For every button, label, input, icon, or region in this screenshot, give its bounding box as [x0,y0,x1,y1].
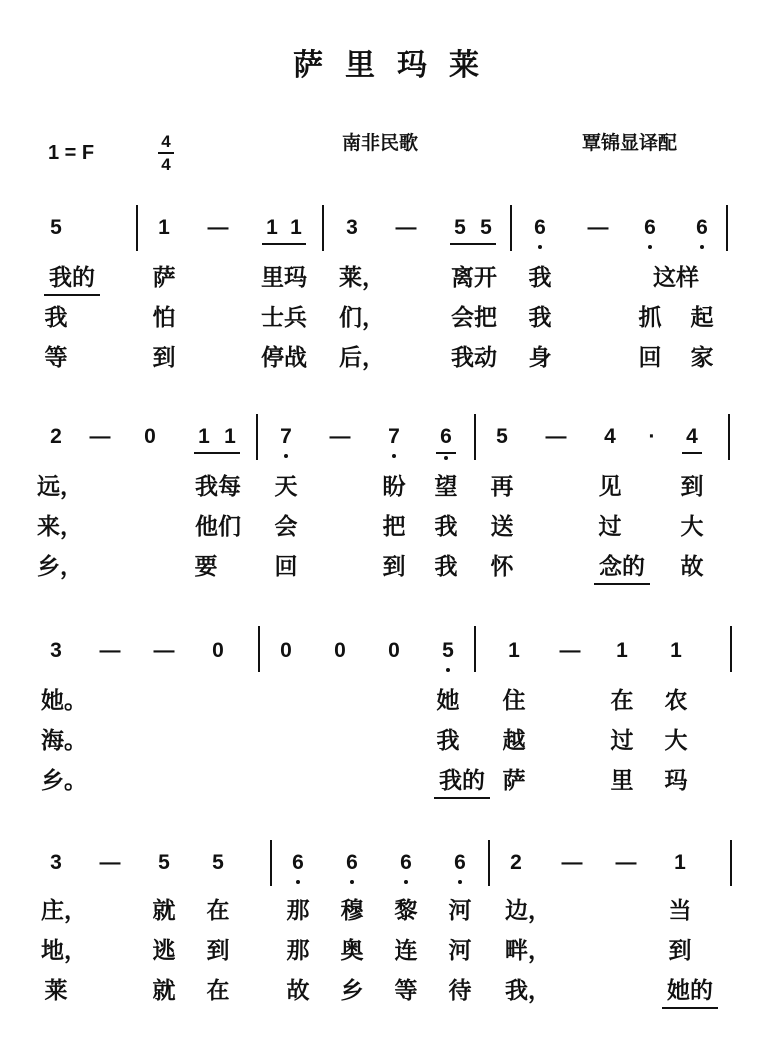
lyric: 我， [505,978,551,1004]
lyric: 河 [448,898,472,924]
note-dash: — [559,639,581,662]
note-dash: — [207,216,229,239]
lyric: 离开 [451,265,497,291]
lower-octave-dot [446,668,450,672]
eighth-underline [450,243,496,245]
slur-underline [434,797,490,799]
lyric: 再 [490,474,514,500]
note: 5 [480,216,492,239]
lyric: 抓 [638,305,662,331]
note: 0 [144,425,156,448]
note: 7 [280,425,292,448]
lyric: 会 [274,514,298,540]
note: 4 [604,425,616,448]
lyric: 过 [610,728,634,754]
lyric-line-1 [0,896,772,930]
lyric: 逃 [152,938,176,964]
note: 0 [334,639,346,662]
note-dash: — [545,425,567,448]
note: 3 [50,851,62,874]
note: 0 [388,639,400,662]
slur-underline [662,1007,718,1009]
lyric: 盼 [382,474,406,500]
eighth-underline [436,452,456,454]
lyric-line-3 [0,552,772,586]
lyric: 望 [434,474,458,500]
lyric: 家 [690,345,714,371]
lyric: 怕 [152,305,176,331]
note: 3 [346,216,358,239]
lyric: 待 [448,978,472,1004]
lyric: 那 [286,938,310,964]
note-dash: — [329,425,351,448]
lyric: 要 [194,554,218,580]
lyric: 到 [206,938,230,964]
barline [726,205,728,251]
lyric: 她的 [667,978,713,1004]
barline [474,626,476,672]
lyric: 等 [44,345,68,371]
lyric: 那 [286,898,310,924]
lyric: 我 [44,305,68,331]
note-dash: — [99,639,121,662]
note-dash: — [153,639,175,662]
eighth-underline [262,243,306,245]
lower-octave-dot [284,454,288,458]
lyric: 过 [598,514,622,540]
lyric: 奥 [340,938,364,964]
lyric-line-3 [0,766,772,800]
lyric: 乡。 [41,768,87,794]
lyric: 我的 [49,265,95,291]
lower-octave-dot [538,245,542,249]
lower-octave-dot [458,880,462,884]
lower-octave-dot [648,245,652,249]
lyric: 庄， [41,898,87,924]
lyric: 乡， [37,554,83,580]
lyric: 她 [436,688,460,714]
lyric-line-2 [0,303,772,337]
slur-underline [44,294,100,296]
note: 5 [158,851,170,874]
lyric-line-3 [0,343,772,377]
note: 3 [50,639,62,662]
lyric: 就 [152,898,176,924]
note: 6 [400,851,412,874]
lyric-line-2 [0,726,772,760]
note: 1 [158,216,170,239]
lyric: 他们 [195,514,241,540]
lyric: 边， [505,898,551,924]
lyric: 回 [638,345,662,371]
barline [728,414,730,460]
lyric-line-3 [0,976,772,1010]
lyric: 萨 [502,768,526,794]
note: 1 [508,639,520,662]
lyric: 到 [152,345,176,371]
lyric: 她。 [41,688,87,714]
barline [256,414,258,460]
note: 2 [510,851,522,874]
barline [730,626,732,672]
lyric: 大 [664,728,688,754]
lyric: 我 [434,514,458,540]
lyric: 海。 [41,728,87,754]
lyric: 乡 [340,978,364,1004]
lyric: 见 [598,474,622,500]
lyric: 等 [394,978,418,1004]
time-signature-bar [158,152,174,154]
lyric: 在 [206,898,230,924]
lyric: 畔， [505,938,551,964]
note: 6 [644,216,656,239]
lyric: 莱， [339,265,385,291]
note-dash: — [615,851,637,874]
lyric: 我 [528,265,552,291]
lyric: 农 [664,688,688,714]
lyric: 里 [610,768,634,794]
lyric: 我 [436,728,460,754]
lyric-line-1 [0,686,772,720]
lower-octave-dot [392,454,396,458]
note-dash: — [89,425,111,448]
lower-octave-dot [404,880,408,884]
note: 5 [50,216,62,239]
lyric: 到 [382,554,406,580]
note: 6 [292,851,304,874]
note: 1 [198,425,210,448]
augmentation-dot: · [648,425,656,448]
note: 5 [212,851,224,874]
note: 6 [440,425,452,448]
note: 1 [266,216,278,239]
note: 5 [454,216,466,239]
lyric: 里玛 [261,265,307,291]
eighth-underline [682,452,702,454]
lyric: 黎 [394,898,418,924]
lyric: 住 [502,688,526,714]
note: 6 [346,851,358,874]
time-signature [158,132,174,174]
slur-underline [594,583,650,585]
note: 5 [496,425,508,448]
barline [258,626,260,672]
note: 6 [696,216,708,239]
lyric: 我动 [451,345,497,371]
note: 1 [224,425,236,448]
note: 6 [534,216,546,239]
lyric: 天 [274,474,298,500]
lyric: 来， [37,514,83,540]
lyric: 送 [490,514,514,540]
lyric: 会把 [451,305,497,331]
lyric: 当 [668,898,692,924]
lyric: 士兵 [261,305,307,331]
barline [322,205,324,251]
lyric: 怀 [490,554,514,580]
lyric: 远， [37,474,83,500]
lyric-line-2 [0,512,772,546]
lyric: 萨 [152,265,176,291]
time-signature-top: 4 [161,132,171,151]
lyric: 穆 [340,898,364,924]
lyric: 连 [394,938,418,964]
note: 4 [686,425,698,448]
lyric: 回 [274,554,298,580]
note: 0 [212,639,224,662]
song-arranger: 覃锦显译配 [582,132,678,154]
time-signature-bottom: 4 [161,155,171,174]
note: 5 [442,639,454,662]
song-title: 萨里玛莱 [293,48,501,83]
lyric: 我每 [195,474,241,500]
note: 1 [616,639,628,662]
note-dash: — [561,851,583,874]
lyric: 莱 [44,978,68,1004]
lyric: 身 [528,345,552,371]
note: 0 [280,639,292,662]
lyric: 玛 [664,768,688,794]
lower-octave-dot [350,880,354,884]
lyric: 地， [41,938,87,964]
note: 1 [674,851,686,874]
lyric: 们， [339,305,385,331]
barline [474,414,476,460]
lyric: 把 [382,514,406,540]
barline [488,840,490,886]
lyric-line-2 [0,936,772,970]
lyric: 到 [668,938,692,964]
lyric: 停战 [261,345,307,371]
lyric: 越 [502,728,526,754]
lower-octave-dot [700,245,704,249]
note: 7 [388,425,400,448]
lyric: 我 [528,305,552,331]
lyric-line-1 [0,263,772,297]
song-origin: 南非民歌 [342,132,419,154]
lyric: 到 [680,474,704,500]
lyric: 这样 [653,265,699,291]
barline [270,840,272,886]
barline [136,205,138,251]
note: 6 [454,851,466,874]
note-dash: — [587,216,609,239]
lyric: 我 [434,554,458,580]
lyric-line-1 [0,472,772,506]
lyric: 后， [339,345,385,371]
lyric: 我的 [439,768,485,794]
lyric: 故 [286,978,310,1004]
note: 1 [670,639,682,662]
lyric: 起 [690,305,714,331]
lyric: 故 [680,554,704,580]
lower-octave-dot [444,456,448,460]
note-dash: — [395,216,417,239]
lyric: 念的 [599,554,645,580]
lyric: 河 [448,938,472,964]
lower-octave-dot [296,880,300,884]
eighth-underline [194,452,240,454]
note: 1 [290,216,302,239]
key-signature: 1 = F [48,142,95,164]
lyric: 在 [610,688,634,714]
note: 2 [50,425,62,448]
lyric: 在 [206,978,230,1004]
barline [510,205,512,251]
lyric: 大 [680,514,704,540]
lyric: 就 [152,978,176,1004]
barline [730,840,732,886]
note-dash: — [99,851,121,874]
